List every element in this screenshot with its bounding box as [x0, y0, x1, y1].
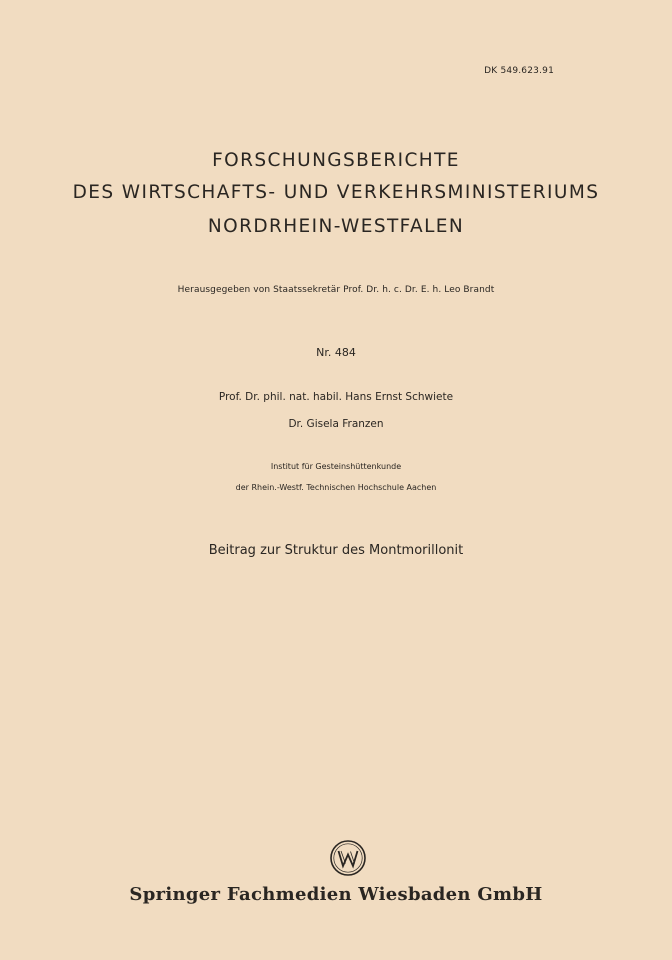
book-title: Beitrag zur Struktur des Montmorillonit	[208, 543, 464, 558]
springer-w-logo-icon	[329, 839, 367, 877]
series-title-line-3: NORDRHEIN-WESTFALEN	[207, 216, 465, 237]
institute-line-1: Institut für Gesteinshüttenkunde	[270, 462, 402, 471]
author-2: Dr. Gisela Franzen	[288, 418, 384, 430]
publisher-name: Springer Fachmedien Wiesbaden GmbH	[129, 884, 543, 905]
series-title-line-1: FORSCHUNGSBERICHTE	[212, 150, 460, 171]
institute-line-2: der Rhein.-Westf. Technischen Hochschule Aachen	[235, 483, 437, 492]
series-title-line-2: DES WIRTSCHAFTS- UND VERKEHRSMINISTERIUMS	[72, 182, 600, 203]
editor-line: Herausgegeben von Staatssekretär Prof. Dr. h. c. Dr. E. h. Leo Brandt	[177, 285, 495, 295]
dk-classification: DK 549.623.91	[484, 66, 554, 76]
author-1: Prof. Dr. phil. nat. habil. Hans Ernst Schwiete	[218, 391, 454, 403]
issue-number: Nr. 484	[316, 346, 356, 359]
